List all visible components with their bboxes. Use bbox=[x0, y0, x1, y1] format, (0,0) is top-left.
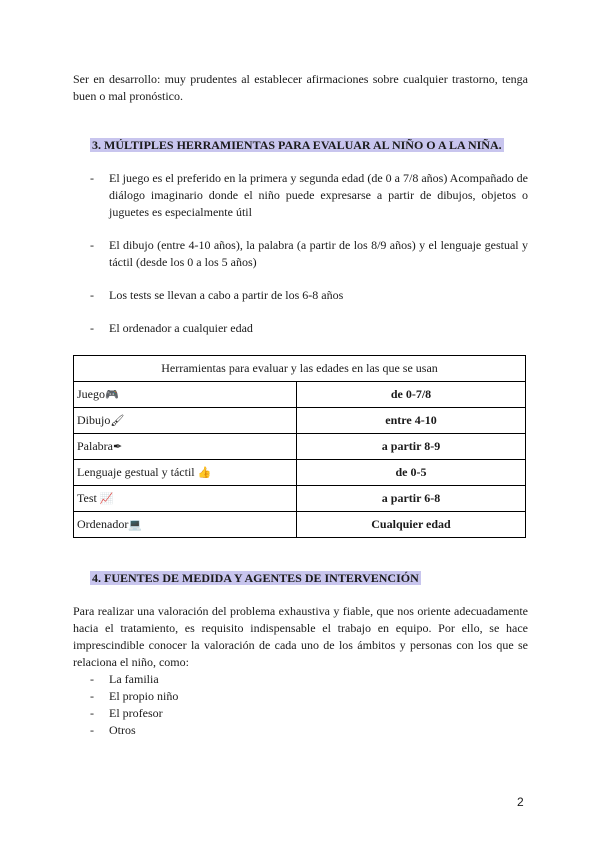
list-item: - Los tests se llevan a cabo a partir de los 6-8 años bbox=[90, 288, 344, 302]
table-row: Dibujo🖌 entre 4-10 bbox=[74, 408, 526, 434]
list-item: - La familia bbox=[90, 672, 159, 686]
gamepad-icon: 🎮 bbox=[105, 388, 119, 401]
section-4-paragraph: Para realizar una valoración del problema exhaustiva y fiable, que nos oriente adecuadamente hacia el tratamiento, es requisito indispensable el trabajo en equipo. Por ello, se hace imprescindible conocer la valoración de cada uno de los ámbitos y personas con los que se relaciona el niño, como: bbox=[73, 604, 528, 669]
list-item: - El juego es el preferido en la primera y segunda edad (de 0 a 7/8 años) Acompañado de diálogo imaginario donde el niño puede expresarse a partir de dibujos, objetos o juguetes es especialmente útil bbox=[90, 171, 528, 219]
pen-nib-icon: ✒ bbox=[112, 440, 123, 453]
table-row: Test 📈 a partir 6-8 bbox=[74, 486, 526, 512]
intro-paragraph: Ser en desarrollo: muy prudentes al establecer afirmaciones sobre cualquier trastorno, tenga buen o mal pronóstico. bbox=[73, 72, 528, 103]
list-item: - El profesor bbox=[90, 706, 163, 720]
list-item: - Otros bbox=[90, 723, 136, 737]
chart-icon: 📈 bbox=[99, 492, 114, 505]
section-3-heading-text: 3. MÚLTIPLES HERRAMIENTAS PARA EVALUAR AL NIÑO O A LA NIÑA. bbox=[92, 138, 502, 152]
laptop-icon: 💻 bbox=[128, 518, 143, 531]
section-4-list bbox=[73, 671, 528, 739]
section-4-heading-text: 4. FUENTES DE MEDIDA Y AGENTES DE INTERVENCIÓN bbox=[92, 571, 419, 585]
thumbs-up-icon: 👍 bbox=[197, 466, 212, 479]
table-row: Ordenador💻 Cualquier edad bbox=[74, 512, 526, 538]
page-number: 2 bbox=[517, 795, 524, 809]
table-row: Juego🎮 de 0-7/8 bbox=[74, 382, 526, 408]
table-row: Lenguaje gestual y táctil 👍 de 0-5 bbox=[74, 460, 526, 486]
section-3-heading bbox=[90, 138, 504, 153]
table-caption: Herramientas para evaluar y las edades en las que se usan bbox=[74, 356, 526, 382]
list-item: - El ordenador a cualquier edad bbox=[90, 321, 253, 335]
table-row: Palabra✒ a partir 8-9 bbox=[74, 434, 526, 460]
section-3-list bbox=[73, 170, 528, 353]
list-item: - El propio niño bbox=[90, 689, 179, 703]
section-4-heading bbox=[90, 571, 421, 586]
tools-table bbox=[73, 355, 526, 538]
paintbrush-icon: 🖌 bbox=[110, 414, 125, 427]
list-item: - El dibujo (entre 4-10 años), la palabra (a partir de los 8/9 años) y el lenguaje gestual y táctil (desde los 0 a los 5 años) bbox=[90, 238, 528, 269]
